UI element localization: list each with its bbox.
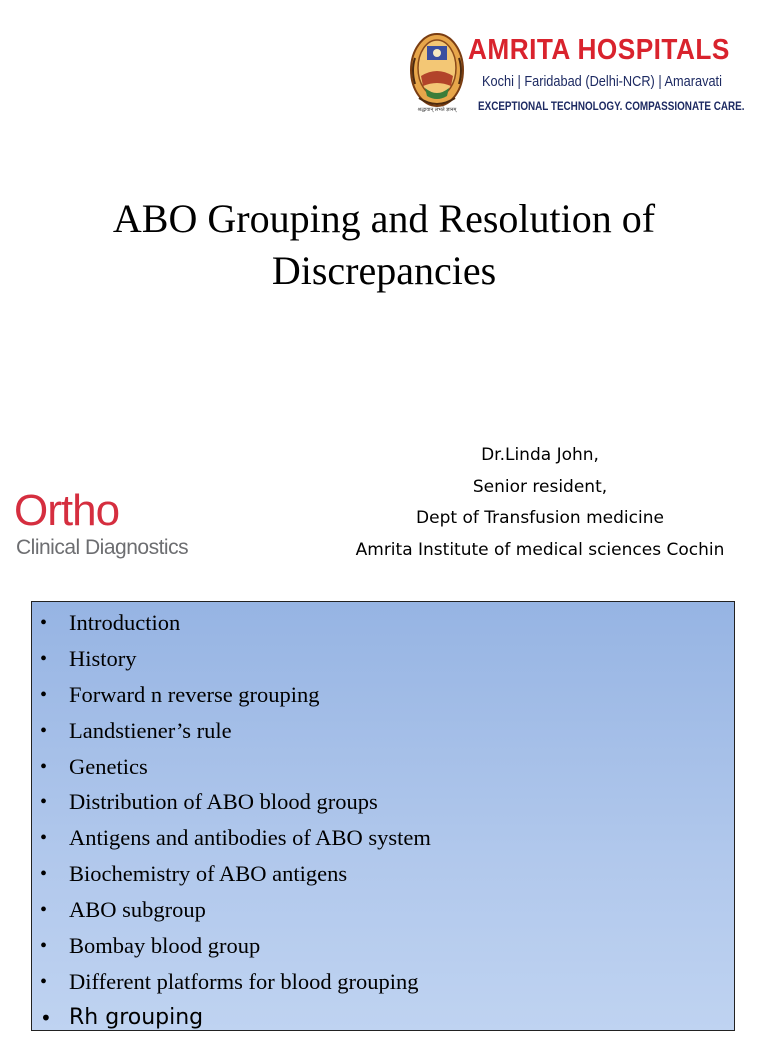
list-item	[32, 1001, 431, 1037]
list-item-label: Distribution of ABO blood groups	[69, 789, 378, 815]
list-item-label: History	[69, 645, 137, 671]
presenter-dept: Dept of Transfusion medicine	[416, 508, 664, 528]
hospital-locations: Kochi | Faridabad (Delhi-NCR) | Amaravati	[482, 74, 722, 90]
amrita-logo	[405, 26, 745, 122]
presenter-name: Dr.Linda John,	[481, 445, 599, 465]
hospital-tagline: EXCEPTIONAL TECHNOLOGY. COMPASSIONATE CARE.	[478, 101, 745, 113]
list-item	[32, 642, 431, 678]
list-item	[32, 606, 431, 642]
bullet: •	[40, 755, 48, 778]
list-item-label: Antigens and antibodies of ABO system	[69, 825, 431, 851]
bullet: •	[40, 791, 48, 814]
list-item	[32, 714, 431, 750]
list-item-label: Introduction	[69, 610, 181, 635]
title-line-2: Discrepancies	[271, 248, 497, 293]
presenter-role: Senior resident,	[472, 476, 608, 497]
list-item-label: Forward n reverse grouping	[69, 681, 320, 707]
bullet: •	[40, 827, 48, 850]
bullet: •	[40, 612, 48, 634]
contents-box	[31, 601, 735, 1031]
list-item	[32, 857, 431, 893]
hospital-name: AMRITA HOSPITALS	[468, 34, 730, 66]
list-item	[32, 965, 431, 1001]
ortho-logo-word: Ortho	[14, 486, 120, 535]
title-line-1: ABO Grouping and Resolution of	[112, 196, 656, 241]
list-item	[32, 929, 431, 965]
list-item-label: Genetics	[69, 753, 148, 779]
presenter-info	[330, 440, 750, 566]
bullet: •	[40, 647, 48, 670]
list-item-label: Different platforms for blood grouping	[69, 968, 419, 994]
contents-list	[32, 606, 431, 1037]
bullet: •	[40, 899, 48, 922]
seal-motto: श्रद्धावान् लभते ज्ञानम्	[417, 107, 457, 113]
bullet: •	[40, 719, 48, 742]
bullet: •	[40, 863, 48, 886]
bullet: •	[40, 1005, 52, 1030]
list-item	[32, 750, 431, 786]
list-item	[32, 678, 431, 714]
list-item-label: ABO subgroup	[69, 897, 206, 923]
ortho-logo-subtitle: Clinical Diagnostics	[16, 536, 189, 559]
presenter-institute: Amrita Institute of medical sciences Cochin	[355, 539, 725, 560]
bullet: •	[40, 970, 48, 993]
bullet: •	[40, 935, 48, 958]
list-item	[32, 893, 431, 929]
bullet: •	[40, 683, 48, 706]
list-item-label: Bombay blood group	[69, 933, 261, 959]
list-item-label: Landstiener’s rule	[69, 717, 232, 743]
list-item	[32, 821, 431, 857]
list-item-label: Rh grouping	[69, 1004, 204, 1030]
slide-title	[40, 193, 728, 297]
list-item-label: Biochemistry of ABO antigens	[69, 861, 348, 887]
list-item	[32, 785, 431, 821]
